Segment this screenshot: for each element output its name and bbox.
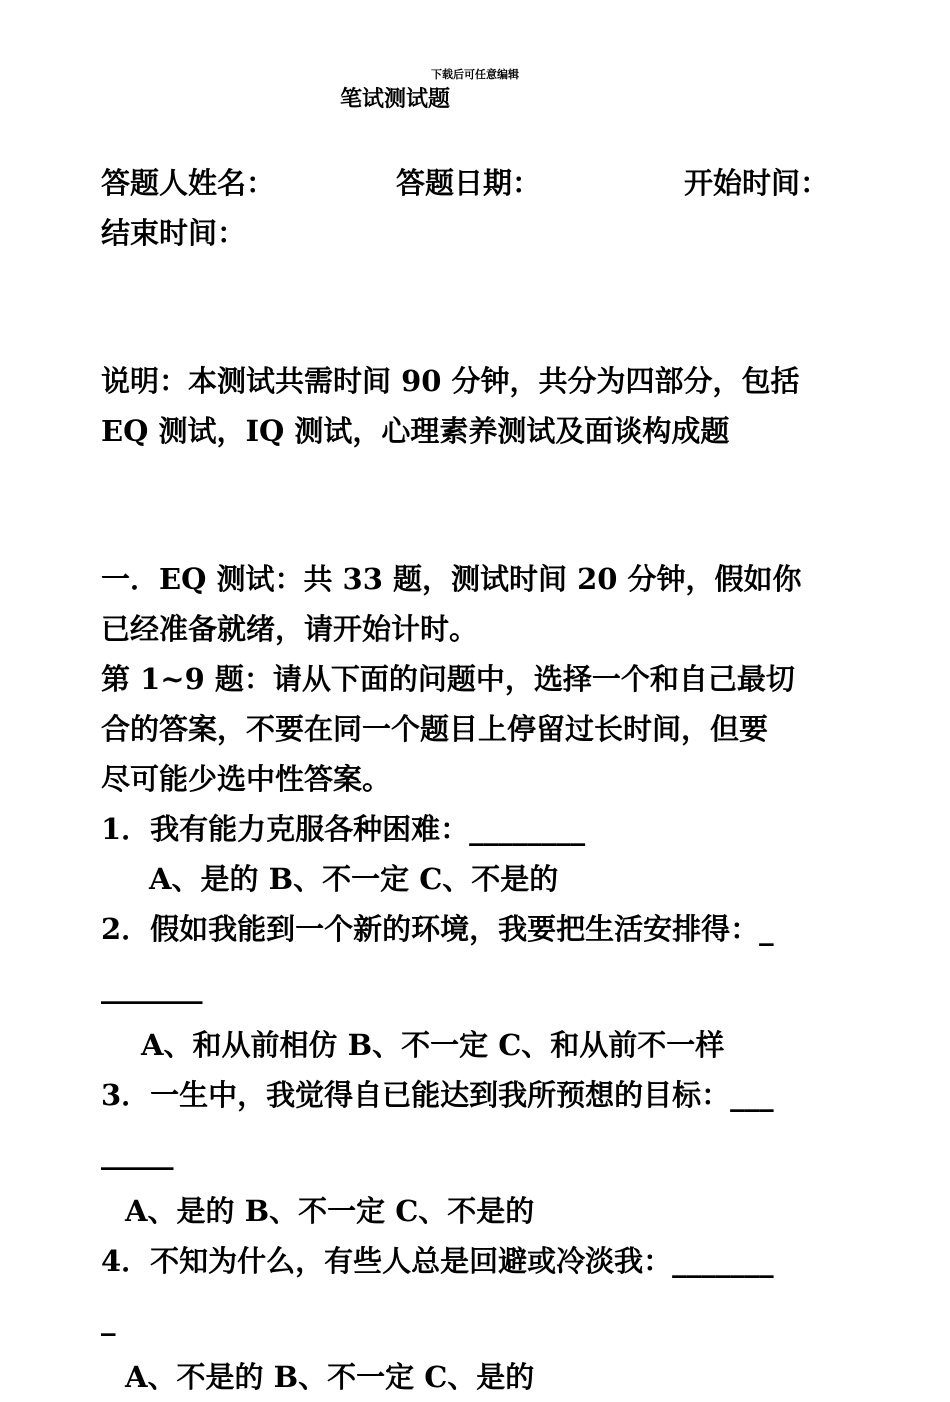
spacer [101,258,849,308]
section1-intro-line-1: 第 1~9 题：请从下面的问题中，选择一个和自己最切 [101,662,795,696]
spacer-3 [101,456,849,506]
section1-heading-line-2: 已经准备就绪，请开始计时。 [101,612,479,646]
page-title: 笔试测试题 [340,87,451,112]
header-note: 下载后可任意编辑 [431,68,519,81]
question-4-options: A、不是的 B、不一定 C、是的 [125,1360,535,1394]
question-1-options: A、是的 B、不一定 C、不是的 [149,862,559,896]
question-3-continuation: _____ [101,1136,174,1170]
question-2-text: 2．假如我能到一个新的环境，我要把生活安排得：_ [101,912,774,946]
instructions-line-2: EQ 测试，IQ 测试，心理素养测试及面谈构成题 [101,414,730,448]
question-3-options: A、是的 B、不一定 C、不是的 [125,1194,535,1228]
name-field-label: 答题人姓名： [101,166,276,200]
document-body [101,158,849,1402]
section1-intro-line-3: 尽可能少选中性答案。 [101,762,392,796]
question-2-continuation: _______ [101,970,203,1004]
spacer-4 [101,506,849,554]
question-3-text: 3．一生中，我觉得自已能达到我所预想的目标：___ [101,1078,774,1112]
instructions-text-1: 说明：本测试共需时间 90 分钟，共分为四部分，包括 [101,364,800,398]
start-time-field-label: 开始时间： [684,166,830,200]
question-1-text: 1．我有能力克服各种困难：________ [101,812,586,846]
question-4-text: 4．不知为什么，有些人总是回避或冷淡我：_______ [101,1244,774,1278]
section1-heading-line-1: 一．EQ 测试：共 33 题，测试时间 20 分钟，假如你 [101,562,802,596]
respondent-fields-row [101,158,849,208]
question-2-options: A、和从前相仿 B、不一定 C、和从前不一样 [141,1028,725,1062]
end-time-field-label: 结束时间： [101,216,247,250]
spacer-2 [101,308,849,356]
date-field-label: 答题日期： [396,166,542,200]
question-4-continuation: _ [101,1302,116,1336]
instructions-line-1 [101,356,849,406]
section1-intro-line-2: 合的答案，不要在同一个题目上停留过长时间，但要 [101,712,769,746]
